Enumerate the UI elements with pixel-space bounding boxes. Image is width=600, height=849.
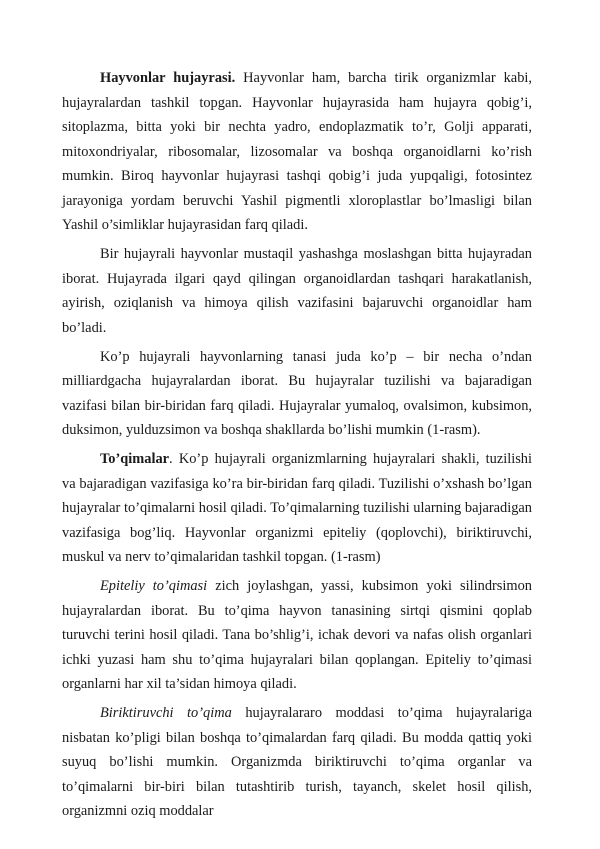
document-page <box>62 66 532 828</box>
paragraph-text: Ko’p hujayrali hayvonlarning tanasi juda ko’p – bir necha o’ndan milliardgacha hujayralardan iborat. Bu hujayralar tuzilishi va bajaradigan vazifasi bilan bir-biridan farq qiladi. Hujayralar yumaloq, ovalsimon, kubsimon, duksimon, yulduzsimon va boshqa shakllarda bo’lishi mumkin (1-rasm). <box>62 348 532 438</box>
paragraph-text: zich joylashgan, yassi, kubsimon yoki silindrsimon hujayralardan iborat. Bu to’qima hayvon tanasining sirtqi qismini qoplab turuvchi terini hosil qiladi. Tana bo’shlig’i, ichak devori va nafas olish organlari ichki yuzasi ham shu to’qima hujayralari bilan qoplangan. Epiteliy to’qimasi organlarni har xil ta’sidan himoya qiladi. <box>62 578 532 692</box>
paragraph-bir-hujayrali <box>62 242 532 340</box>
paragraph-text: . Ko’p hujayrali organizmlarning hujayralari shakli, tuzilishi va bajaradigan vazifasiga ko’ra bir-biridan farq qiladi. Tuzilishi o’xshash bo’lgan hujayralar to’qimalarni hosil qiladi. To’qimalarning tuzilishi ularning bajaradigan vazifasiga bog’liq. Hayvonlar organizmi epiteliy (qoplovchi), biriktiruvchi, muskul va nerv to’qimalaridan tashkil topgan. (1-rasm) <box>62 451 532 565</box>
paragraph-term: Epiteliy to’qimasi <box>100 578 208 594</box>
paragraph-term: Biriktiruvchi to’qima <box>100 705 232 721</box>
paragraph-biriktiruvchi <box>62 701 532 824</box>
paragraph-heading: Hayvonlar hujayrasi. <box>100 70 236 86</box>
paragraph-text: Hayvonlar ham, barcha tirik organizmlar kabi, hujayralardan tashkil topgan. Hayvonlar hujayrasida ham hujayra qobig’i, sitoplazma, bitta yoki bir nechta yadro, endoplazmatik to’r, Golji apparati, mitoxondriyalar, ribosomalar, lizosomalar va boshqa organoidlarni ko’rish mumkin. Biroq hayvonlar hujayrasi tashqi qobig’i juda yupqaligi, fotosintez jarayoniga yordam beruvchi Yashil pigmentli xloroplastlar bo’lmasligi bilan Yashil o’simliklar hujayrasidan farq qiladi. <box>62 70 532 233</box>
paragraph-text: Bir hujayrali hayvonlar mustaqil yashashga moslashgan bitta hujayradan iborat. Hujayrada ilgari qayd qilingan organoidlardan tashqari harakatlanish, ayirish, oziqlanish va himoya qilish vazifasini bajaruvchi organoidlar ham bo’ladi. <box>62 246 532 336</box>
paragraph-hayvonlar-hujayrasi <box>62 66 532 238</box>
paragraph-epiteliy <box>62 574 532 697</box>
paragraph-toqimalar <box>62 447 532 570</box>
paragraph-kop-hujayrali <box>62 345 532 443</box>
paragraph-text: hujayralararo moddasi to’qima hujayralariga nisbatan ko’pligi bilan boshqa to’qimalardan farq qiladi. Bu modda qattiq yoki suyuq bo’lishi mumkin. Organizmda biriktiruvchi to’qima organlar va to’qimalarni bir-biri bilan tutashtirib turish, tayanch, skelet hosil qilish, organizmni oziq moddalar <box>62 705 532 819</box>
paragraph-heading: To’qimalar <box>100 451 170 467</box>
